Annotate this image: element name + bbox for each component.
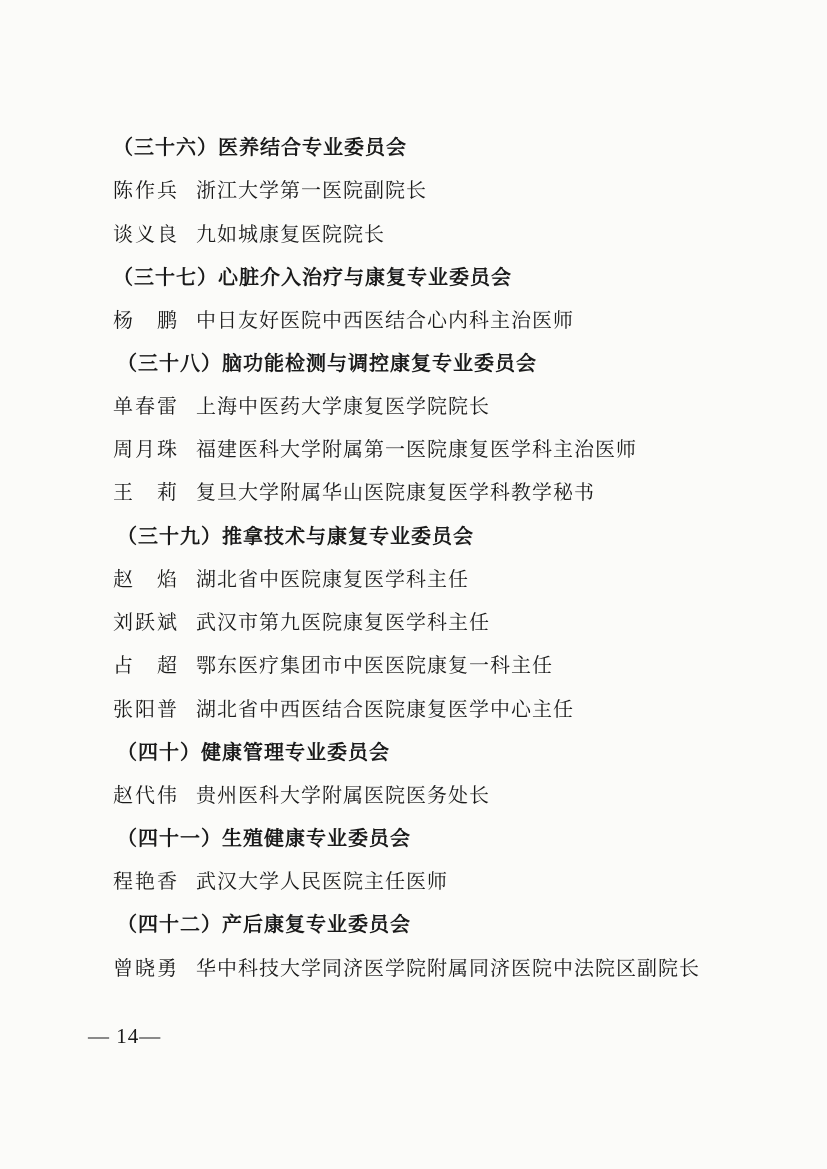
member-name: 陈作兵: [113, 178, 179, 202]
section-heading: （三十七）心脏介入治疗与康复专业委员会: [113, 265, 512, 289]
member-row: [0, 643, 827, 687]
member-row: [0, 427, 827, 471]
section-heading: （四十）健康管理专业委员会: [117, 740, 390, 764]
member-name: 谈义良: [113, 222, 179, 246]
member-row: [0, 470, 827, 514]
page-number: — 14—: [88, 1024, 162, 1048]
member-name: 曾晓勇: [113, 956, 179, 980]
section-heading: （三十九）推拿技术与康复专业委员会: [117, 524, 474, 548]
member-title: 武汉大学人民医院主任医师: [196, 869, 448, 893]
member-name: 赵代伟: [113, 783, 179, 807]
member-title: 福建医科大学附属第一医院康复医学科主治医师: [196, 437, 637, 461]
member-row: [0, 687, 827, 731]
member-name: 刘跃斌: [113, 610, 179, 634]
member-title: 鄂东医疗集团市中医医院康复一科主任: [196, 653, 553, 677]
member-title: 上海中医药大学康复医学院院长: [196, 394, 490, 418]
member-title: 湖北省中医院康复医学科主任: [196, 567, 469, 591]
member-title: 华中科技大学同济医学院附属同济医院中法院区副院长: [196, 956, 700, 980]
member-title: 武汉市第九医院康复医学科主任: [196, 610, 490, 634]
member-row: [0, 557, 827, 601]
member-title: 九如城康复医院院长: [196, 222, 385, 246]
member-name: 张阳普: [113, 697, 179, 721]
section-heading: （四十一）生殖健康专业委员会: [117, 826, 411, 850]
member-row: [0, 859, 827, 903]
member-name: 程艳香: [113, 869, 179, 893]
member-name: 周月珠: [113, 437, 179, 461]
member-title: 复旦大学附属华山医院康复医学科教学秘书: [196, 480, 595, 504]
member-title: 贵州医科大学附属医院医务处长: [196, 783, 490, 807]
member-row: [0, 946, 827, 990]
member-title: 浙江大学第一医院副院长: [196, 178, 427, 202]
member-row: [0, 168, 827, 212]
member-title: 中日友好医院中西医结合心内科主治医师: [196, 308, 574, 332]
member-row: [0, 298, 827, 342]
section-heading: （三十八）脑功能检测与调控康复专业委员会: [117, 351, 537, 375]
section-heading: （四十二）产后康复专业委员会: [117, 912, 411, 936]
member-row: [0, 600, 827, 644]
member-row: [0, 773, 827, 817]
member-row: [0, 212, 827, 256]
member-name: 杨鹏: [113, 308, 201, 332]
member-name: 单春雷: [113, 394, 179, 418]
member-name: 赵焰: [113, 567, 201, 591]
member-title: 湖北省中西医结合医院康复医学中心主任: [196, 697, 574, 721]
member-name: 占超: [113, 653, 201, 677]
section-heading: （三十六）医养结合专业委员会: [113, 135, 407, 159]
member-row: [0, 384, 827, 428]
member-name: 王莉: [113, 480, 201, 504]
